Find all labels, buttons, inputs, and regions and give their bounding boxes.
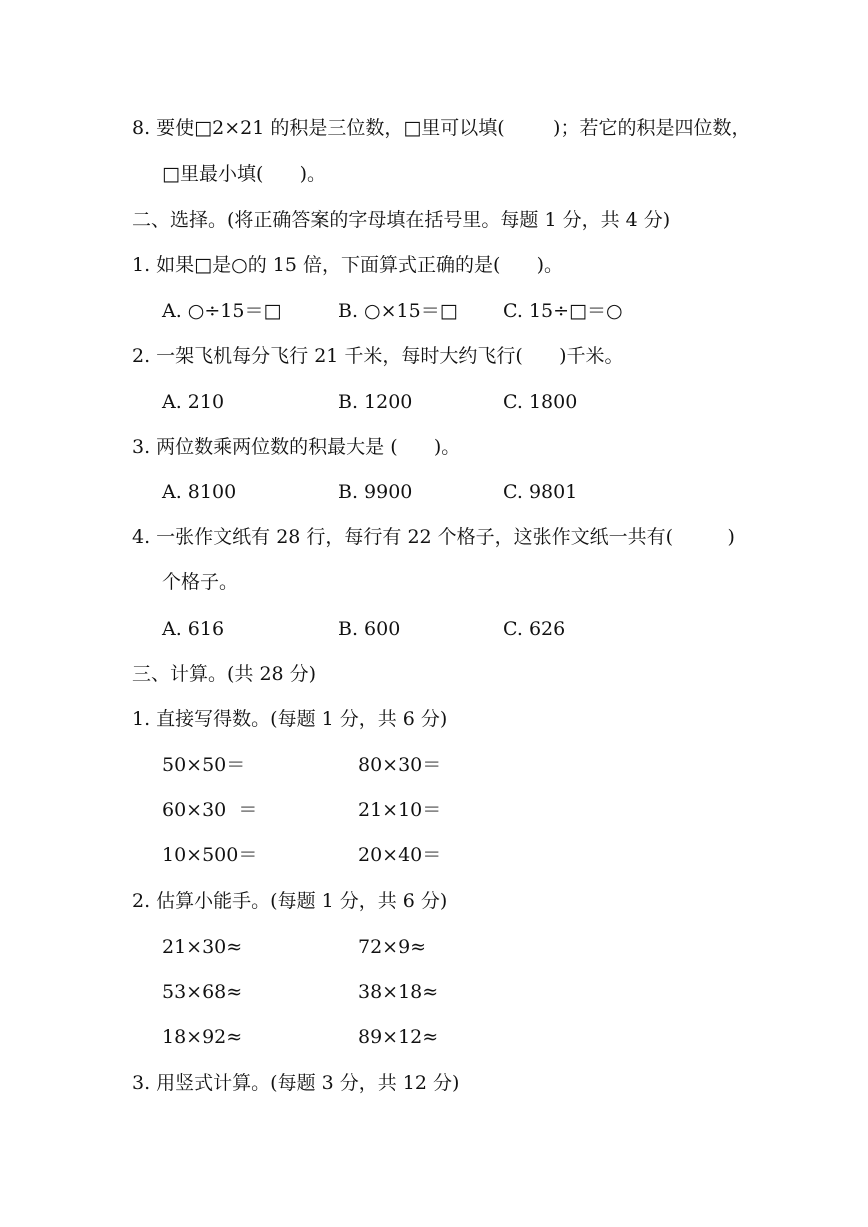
calc-1-item: 80×30＝ <box>358 754 442 776</box>
choice-question-2: 2. 一架飞机每分飞行 21 千米，每时大约飞行( )千米。 <box>132 345 624 367</box>
choice-1-option-c: C. 15÷□＝○ <box>503 300 623 322</box>
estimate-item: 53×68≈ <box>162 981 243 1003</box>
estimate-item: 89×12≈ <box>358 1026 439 1048</box>
section-3-heading: 三、计算。(共 28 分) <box>132 663 317 685</box>
calc-1-item: 20×40＝ <box>358 844 442 866</box>
estimate-item: 18×92≈ <box>162 1026 243 1048</box>
choice-1-option-b: B. ○×15＝□ <box>338 300 458 322</box>
choice-2-option-a: A. 210 <box>162 391 225 413</box>
choice-2-option-c: C. 1800 <box>503 391 578 413</box>
estimate-item: 38×18≈ <box>358 981 439 1003</box>
choice-4-option-b: B. 600 <box>338 618 401 640</box>
calc-part-1-title: 1. 直接写得数。(每题 1 分，共 6 分) <box>132 708 448 730</box>
choice-question-1: 1. 如果□是○的 15 倍，下面算式正确的是( )。 <box>132 254 564 276</box>
calc-1-item: 50×50＝ <box>162 754 246 776</box>
estimate-item: 21×30≈ <box>162 936 243 958</box>
choice-4-option-a: A. 616 <box>162 618 225 640</box>
choice-3-option-a: A. 8100 <box>162 481 237 503</box>
choice-1-option-a: A. ○÷15＝□ <box>162 300 282 322</box>
calc-1-item: 60×30 ＝ <box>162 799 258 821</box>
choice-4-option-c: C. 626 <box>503 618 566 640</box>
section-2-heading: 二、选择。(将正确答案的字母填在括号里。每题 1 分，共 4 分) <box>132 209 671 231</box>
question-8-line-2: □里最小填( )。 <box>162 163 327 185</box>
calc-part-2-title: 2. 估算小能手。(每题 1 分，共 6 分) <box>132 890 448 912</box>
calc-part-3-title: 3. 用竖式计算。(每题 3 分，共 12 分) <box>132 1072 460 1094</box>
choice-3-option-c: C. 9801 <box>503 481 578 503</box>
choice-3-option-b: B. 9900 <box>338 481 413 503</box>
choice-question-4-line-2: 个格子。 <box>162 571 239 593</box>
calc-1-item: 10×500＝ <box>162 844 258 866</box>
question-8-line-1: 8. 要使□2×21 的积是三位数，□里可以填( )；若它的积是四位数， <box>132 117 751 139</box>
choice-2-option-b: B. 1200 <box>338 391 413 413</box>
calc-1-item: 21×10＝ <box>358 799 442 821</box>
choice-question-4: 4. 一张作文纸有 28 行，每行有 22 个格子，这张作文纸一共有( ) <box>132 526 735 548</box>
estimate-item: 72×9≈ <box>358 936 427 958</box>
choice-question-3: 3. 两位数乘两位数的积最大是 ( )。 <box>132 436 461 458</box>
